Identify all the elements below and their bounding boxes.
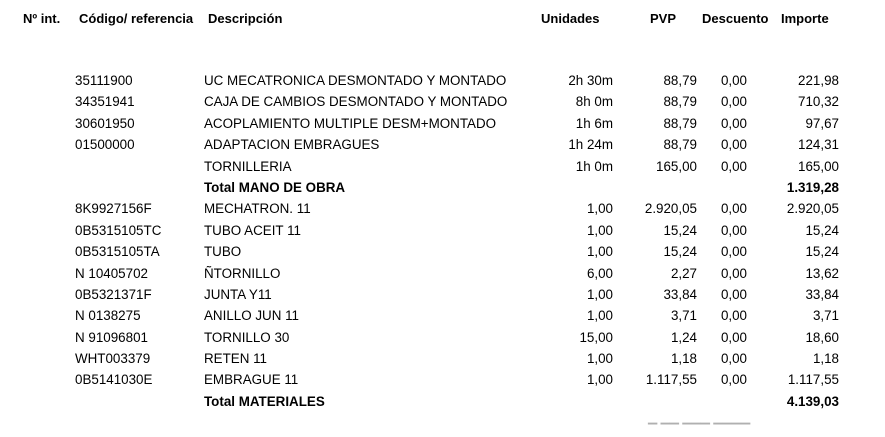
total-row xyxy=(0,177,885,198)
cell-discount: 0,00 xyxy=(720,265,747,281)
cell-pvp: 33,84 xyxy=(663,286,697,302)
cell-units: 15,00 xyxy=(579,329,613,345)
table-row xyxy=(0,70,885,91)
cell-units: 1,00 xyxy=(586,201,613,217)
cell-discount: 0,00 xyxy=(720,73,747,88)
cell-discount: 0,00 xyxy=(720,115,747,131)
cell-pvp: 2,27 xyxy=(670,265,697,281)
cell-description: ÑTORNILLO xyxy=(204,265,281,281)
table-row xyxy=(0,91,885,112)
cell-discount: 0,00 xyxy=(720,222,747,238)
cell-code: 0B5321371F xyxy=(75,286,152,302)
table-row xyxy=(0,134,885,155)
cell-description: JUNTA Y11 xyxy=(204,286,272,302)
cut-off-footer-text: ▔ ▔▔ ▔▔▔ ▔▔▔▔ xyxy=(648,423,751,437)
header-code-reference: Código/ referencia xyxy=(79,11,194,26)
cell-code: 0B5315105TC xyxy=(75,222,162,238)
cell-pvp: 15,24 xyxy=(663,244,697,260)
cell-discount: 0,00 xyxy=(720,286,747,302)
cell-amount: 710,32 xyxy=(798,94,839,110)
cell-code: N 91096801 xyxy=(75,329,148,345)
cell-discount: 0,00 xyxy=(720,372,747,388)
cell-pvp: 88,79 xyxy=(663,73,697,88)
table-row xyxy=(0,241,885,262)
cell-pvp: 2.920,05 xyxy=(644,201,697,217)
cell-pvp: 88,79 xyxy=(663,115,697,131)
cell-description: ANILLO JUN 11 xyxy=(204,308,300,324)
cell-amount: 1.319,28 xyxy=(786,179,839,195)
cell-code: 34351941 xyxy=(75,94,135,110)
cell-units: 1,00 xyxy=(586,308,613,324)
table-row xyxy=(0,369,885,390)
header-discount: Descuento xyxy=(702,11,769,26)
cell-description: ADAPTACION EMBRAGUES xyxy=(204,137,380,153)
cell-units: 1,00 xyxy=(586,351,613,367)
table-row xyxy=(0,305,885,326)
table-row xyxy=(0,348,885,369)
cell-units: 1,00 xyxy=(586,286,613,302)
cell-pvp: 15,24 xyxy=(663,222,697,238)
total-row xyxy=(0,391,885,412)
cell-code: 0B5141030E xyxy=(75,372,153,388)
table-row xyxy=(0,220,885,241)
cell-discount: 0,00 xyxy=(720,94,747,110)
cell-discount: 0,00 xyxy=(720,201,747,217)
cell-code: 8K9927156F xyxy=(75,201,152,217)
cell-description: Total MANO DE OBRA xyxy=(204,179,346,195)
cell-amount: 15,24 xyxy=(805,244,839,260)
table-row xyxy=(0,156,885,177)
cell-units: 1h 6m xyxy=(575,115,613,131)
header-units: Unidades xyxy=(541,11,600,26)
table-row xyxy=(0,327,885,348)
cell-pvp: 1,24 xyxy=(670,329,697,345)
cell-amount: 4.139,03 xyxy=(786,393,839,409)
header-description: Descripción xyxy=(208,11,283,26)
cell-pvp: 88,79 xyxy=(663,94,697,110)
cell-description: CAJA DE CAMBIOS DESMONTADO Y MONTADO xyxy=(204,94,508,110)
line-items-table xyxy=(0,70,885,412)
cell-amount: 3,71 xyxy=(812,308,839,324)
cell-description: ACOPLAMIENTO MULTIPLE DESM+MONTADO xyxy=(204,115,497,131)
cell-discount: 0,00 xyxy=(720,137,747,153)
cell-discount: 0,00 xyxy=(720,329,747,345)
cell-amount: 1,18 xyxy=(812,351,839,367)
cell-pvp: 1,18 xyxy=(670,351,697,367)
table-row xyxy=(0,284,885,305)
cell-code: N 10405702 xyxy=(75,265,148,281)
cell-amount: 124,31 xyxy=(798,137,839,153)
cell-description: EMBRAGUE 11 xyxy=(204,372,299,388)
cell-units: 2h 30m xyxy=(568,73,613,88)
cell-units: 1,00 xyxy=(586,372,613,388)
cell-amount: 165,00 xyxy=(798,158,839,174)
cell-amount: 18,60 xyxy=(805,329,839,345)
cell-description: TUBO xyxy=(204,244,242,260)
cell-description: MECHATRON. 11 xyxy=(204,201,311,217)
cell-amount: 33,84 xyxy=(805,286,839,302)
cell-pvp: 1.117,55 xyxy=(645,372,697,388)
cell-units: 1,00 xyxy=(586,222,613,238)
table-row xyxy=(0,263,885,284)
cell-description: TORNILLO 30 xyxy=(204,329,290,345)
cell-code: 0B5315105TA xyxy=(75,244,160,260)
cell-pvp: 165,00 xyxy=(656,158,697,174)
cell-amount: 13,62 xyxy=(805,265,839,281)
cell-code: 30601950 xyxy=(75,115,135,131)
header-amount: Importe xyxy=(781,11,829,26)
cell-discount: 0,00 xyxy=(720,351,747,367)
cell-discount: 0,00 xyxy=(720,158,747,174)
cell-units: 8h 0m xyxy=(575,94,613,110)
cell-description: TUBO ACEIT 11 xyxy=(204,222,301,238)
cell-discount: 0,00 xyxy=(720,244,747,260)
cell-code: WHT003379 xyxy=(75,351,151,367)
cell-description: UC MECATRONICA DESMONTADO Y MONTADO xyxy=(204,73,507,88)
cell-description: TORNILLERIA xyxy=(204,158,292,174)
cell-code: 35111900 xyxy=(75,73,133,88)
cell-amount: 2.920,05 xyxy=(786,201,839,217)
cell-amount: 221,98 xyxy=(798,73,839,88)
cell-amount: 97,67 xyxy=(805,115,839,131)
table-row xyxy=(0,113,885,134)
cell-amount: 15,24 xyxy=(805,222,839,238)
cell-code: N 0138275 xyxy=(75,308,141,324)
header-num-int: Nº int. xyxy=(23,11,61,26)
cell-units: 1,00 xyxy=(586,244,613,260)
cell-description: RETEN 11 xyxy=(204,351,268,367)
cell-units: 1h 24m xyxy=(568,137,613,153)
cell-pvp: 88,79 xyxy=(663,137,697,153)
cell-description: Total MATERIALES xyxy=(204,393,325,409)
cell-units: 1h 0m xyxy=(575,158,613,174)
cell-units: 6,00 xyxy=(586,265,613,281)
cell-amount: 1.117,55 xyxy=(787,372,839,388)
table-row xyxy=(0,198,885,219)
header-pvp: PVP xyxy=(650,11,677,26)
cell-discount: 0,00 xyxy=(720,308,747,324)
cell-pvp: 3,71 xyxy=(670,308,697,324)
cell-code: 01500000 xyxy=(75,137,135,153)
